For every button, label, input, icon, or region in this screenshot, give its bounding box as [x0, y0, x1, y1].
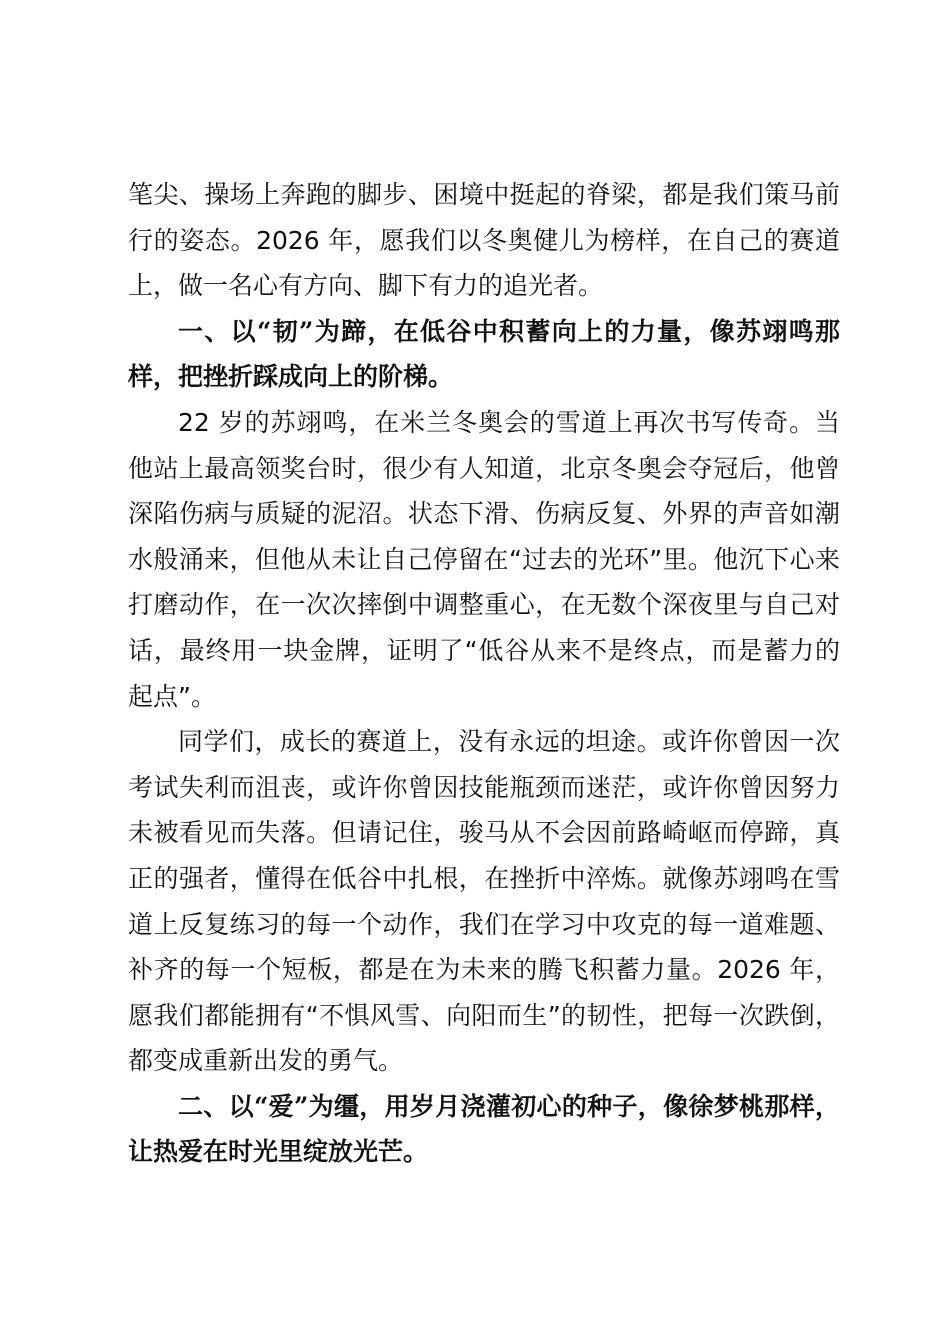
paragraph-su-yiming-story: 22 岁的苏翊鸣，在米兰冬奥会的雪道上再次书写传奇。当他站上最高领奖台时，很少有人知道，北京冬奥会夺冠后，他曾深陷伤病与质疑的泥沼。状态下滑、伤病反复、外界的声音如潮水般涌来，但他从未让自己停留在“过去的光环”里。他沉下心来打磨动作，在一次次摔倒中调整重心，在无数个深夜里与自己对话，最终用一块金牌，证明了“低谷从来不是终点，而是蓄力的起点”。 — [128, 407, 840, 711]
document-body — [128, 172, 840, 1175]
section-heading-one: 一、以“韧”为蹄，在低谷中积蓄向上的力量，像苏翊鸣那样，把挫折踩成向上的阶梯。 — [128, 316, 840, 392]
paragraph-continuation: 笔尖、操场上奔跑的脚步、困境中挺起的脊梁，都是我们策马前行的姿态。2026 年，愿我们以冬奥健儿为榜样，在自己的赛道上，做一名心有方向、脚下有力的追光者。 — [128, 180, 840, 301]
section-heading-two: 二、以“爱”为缰，用岁月浇灌初心的种子，像徐梦桃那样，让热爱在时光里绽放光芒。 — [128, 1091, 840, 1167]
paragraph-students-message: 同学们，成长的赛道上，没有永远的坦途。或许你曾因一次考试失利而沮丧，或许你曾因技能瓶颈而迷茫，或许你曾因努力未被看见而失落。但请记住，骏马从不会因前路崎岖而停蹄，真正的强者，懂得在低谷中扎根，在挫折中淬炼。就像苏翊鸣在雪道上反复练习的每一个动作，我们在学习中攻克的每一道难题、补齐的每一个短板，都是在为未来的腾飞积蓄力量。2026 年，愿我们都能拥有“不惧风雪、向阳而生”的韧性，把每一次跌倒，都变成重新出发的勇气。 — [128, 727, 840, 1076]
